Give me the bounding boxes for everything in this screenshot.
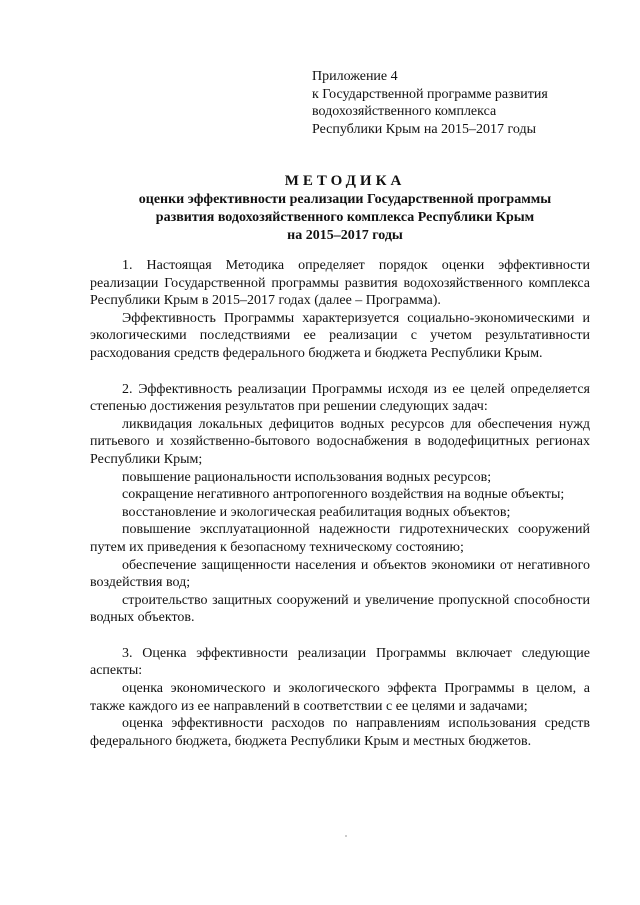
paragraph: 1. Настоящая Методика определяет порядок оценки эффективности реализации Государственной программы развития водохозяйственного комплекса Республики Крым в 2015–2017 годах (далее – Программа). [90,258,590,309]
appendix-line: Республики Крым на 2015–2017 годы [312,121,537,137]
document-body [90,257,590,750]
appendix-line: к Государственной программе развития [312,86,548,102]
list-item: восстановление и экологическая реабилитация водных объектов; [122,504,511,520]
appendix-line: Приложение 4 [312,69,398,84]
paragraph: 2. Эффективность реализации Программы исходя из ее целей определяется степенью достижения результатов при решении следующих задач: [90,381,590,415]
list-item: повышение эксплуатационной надежности гидротехнических сооружений путем их приведения к безопасному техническому состоянию; [90,522,590,555]
list-item: повышение рациональности использования водных ресурсов; [122,469,492,485]
title-main: МЕТОДИКА [284,173,406,189]
list-item: сокращение негативного антропогенного воздействия на водные объекты; [122,487,565,503]
list-item: строительство защитных сооружений и увеличение пропускной способности водных объектов. [90,592,590,626]
list-item: обеспечение защищенности населения и объектов экономики от негативного воздействия вод; [90,557,590,591]
list-item: оценка экономического и экологического эффекта Программы в целом, а также каждого из ее направлений в соответствии с ее целями и задачами; [90,681,590,714]
document-title [60,171,630,245]
title-subline: на 2015–2017 годы [287,228,403,243]
title-subline: оценки эффективности реализации Государственной программы [138,192,552,207]
paragraph: Эффективность Программы характеризуется социально-экономическими и экологическими последствиями ее реализации с учетом результативности расходования средств федерального бюджета и бюджета Республики Крым. [90,310,590,361]
scan-speck [345,835,347,837]
list-item: ликвидация локальных дефицитов водных ресурсов для обеспечения нужд питьевого и хозяйственно-бытового водоснабжения в вододефицитных регионах Республики Крым; [90,416,590,467]
list-item: оценка эффективности расходов по направлениям использования средств федерального бюджета, бюджета Республики Крым и местных бюджетов. [90,716,590,749]
title-subline: развития водохозяйственного комплекса Республики Крым [155,210,535,225]
paragraph: 3. Оценка эффективности реализации Программы включает следующие аспекты: [90,645,590,679]
appendix-line: водохозяйственного комплекса [312,104,497,119]
appendix-header [312,68,612,138]
